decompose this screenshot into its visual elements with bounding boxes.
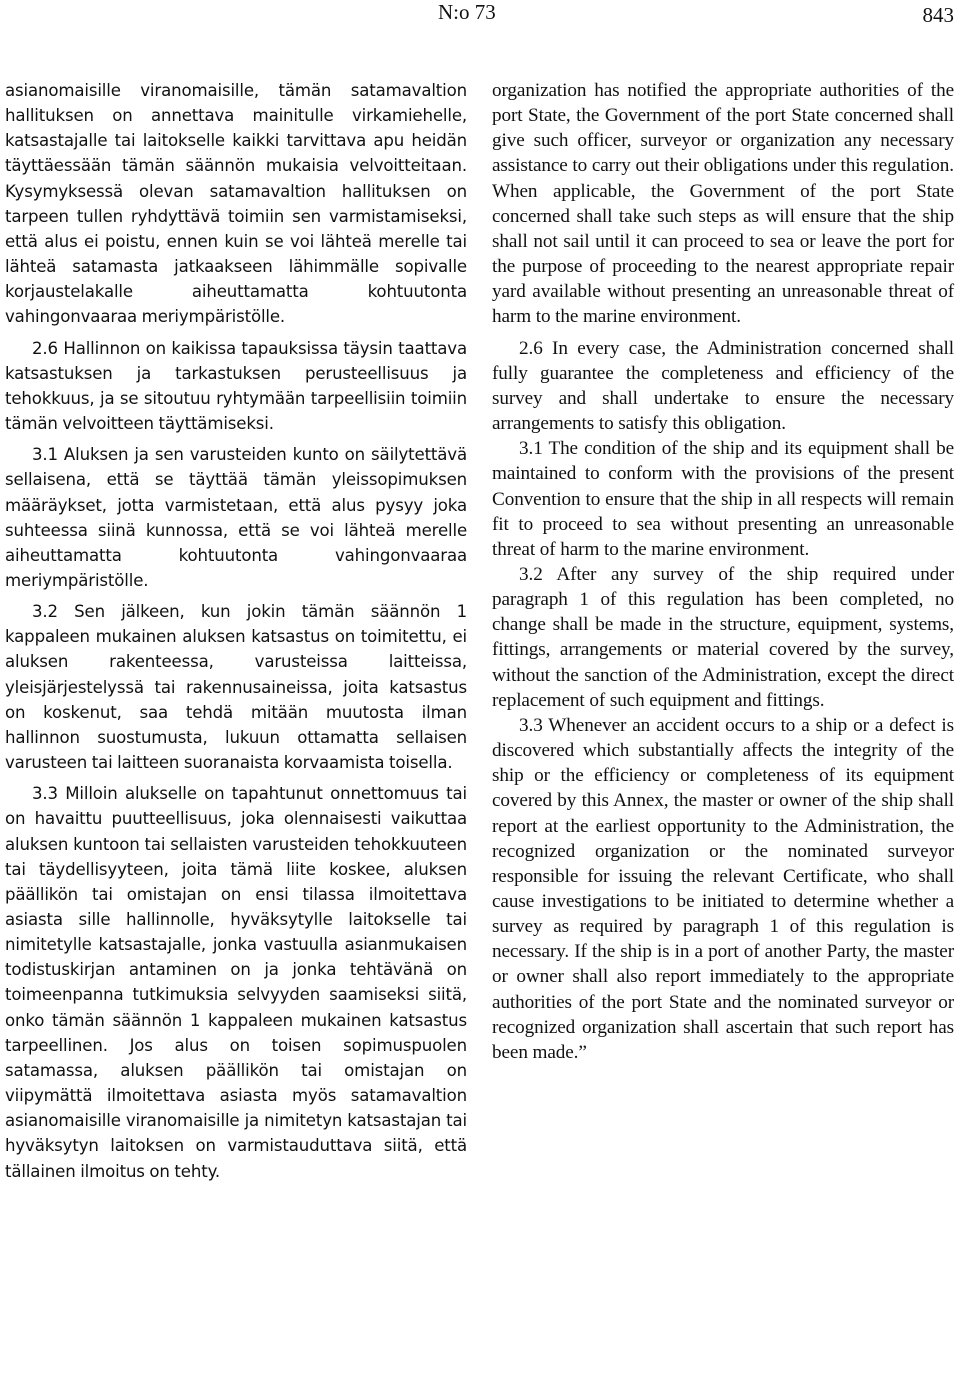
issue-number: N:o 73 (438, 0, 496, 24)
english-paragraph-continued: organization has notified the appropriate authorities of the port State, the Government of the port State concerned shall give such officer, surveyor or organization any necessary assistance to carry out their obligations under this regulation. When applicable, the Government of the port State concerned shall take such steps as will ensure that the ship shall not sail until it can proceed to sea or leave the port for the purpose of proceeding to the nearest appropriate repair yard available without presenting an unreasonable threat of harm to the marine environment. (492, 80, 954, 328)
english-column (492, 78, 954, 1065)
finnish-paragraph-continued: asianomaisille viranomaisille, tämän satamavaltion hallituksen on annettava mainitulle virkamiehelle, katsastajalle tai laitokselle kaikki tarvittava apu heidän täyttäessään tämän säännön mukaisia velvoitteitaan. Kysymyksessä olevan satamavaltion hallituksen on tarpeen tullen ryhdyttävä toimiin sen varmistamiseksi, että alus ei poistu, ennen kuin se voi lähteä merelle tai lähteä satamasta jatkaakseen lähimmälle sopivalle korjaustelakalle aiheuttamatta kohtuutonta vahingonvaaraa meriympäristölle. (5, 81, 467, 327)
finnish-column (5, 78, 467, 1190)
english-paragraph-3-1: 3.1 The condition of the ship and its equipment shall be maintained to conform with the provisions of the present Convention to ensure that the ship in all respects will remain fit to proceed to sea without presenting an unreasonable threat of harm to the marine environment. (492, 438, 954, 560)
finnish-paragraph-3-1: 3.1 Aluksen ja sen varusteiden kunto on säilytettävä sellaisena, että se täyttää tämän yleissopimuksen määräykset, jotta varmistetaan, että alus pysyy joka suhteessa siinä kunnossa, että se voi lähteä merelle aiheuttamatta kohtuutonta vahingonvaaraa meriympäristölle. (5, 445, 467, 590)
english-paragraph-2-6: 2.6 In every case, the Administration concerned shall fully guarantee the completeness and efficiency of the survey and shall undertake to ensure the necessary arrangements to satisfy this obligation. (492, 337, 954, 435)
finnish-paragraph-3-2: 3.2 Sen jälkeen, kun jokin tämän säännön 1 kappaleen mukainen aluksen katsastus on toimitettu, ei aluksen rakenteessa, varusteissa laitteissa, yleisjärjestelyssä tai rakennusaineissa, joita katsastus on koskenut, saa tehdä mitään muutosta ilman hallinnon suostumusta, lukuun ottamatta sellaisen varusteen tai laitteen suoranaista korvaamista toisella. (5, 602, 467, 773)
english-paragraph-3-3: 3.3 Whenever an accident occurs to a ship or a defect is discovered which substantially affects the integrity of the ship or the efficiency or completeness of its equipment covered by this Annex, the master or owner of the ship shall report at the earliest opportunity to the Administration, the recognized organization or the nominated surveyor responsible for issuing the relevant Certificate, who shall cause investigations to be initiated to determine whether a survey as required by paragraph 1 of this regulation is necessary. If the ship is in a port of another Party, the master or owner shall also report immediately to the appropriate authorities of the port State and the nominated surveyor or recognized organization shall ascertain that such report has been made.” (492, 714, 954, 1063)
page-header (0, 0, 960, 40)
finnish-paragraph-3-3: 3.3 Milloin alukselle on tapahtunut onnettomuus tai on havaittu puutteellisuus, joka olennaisesti vaikuttaa aluksen kuntoon tai sellaisten varusteiden tehokkuuteen tai täydellisyyteen, joita tämä liite koskee, aluksen päällikön tai omistajan on ensi tilassa ilmoitettava asiasta sille hallinnolle, hyväksytylle laitokselle tai nimitetylle katsastajalle, jonka vastuulla asianmukaisen todistuskirjan antaminen on ja jonka tehtävänä on toimeenpanna tutkimuksia selvyyden saamiseksi siitä, onko tämän säännön 1 kappaleen mukainen katsastus tarpeellinen. Jos alus on toisen sopimuspuolen satamassa, aluksen päällikön tai omistajan on viipymättä ilmoitettava asiasta myös satamavaltion asianomaisille viranomaisille ja nimitetyn katsastajan tai hyväksytyn laitoksen on varmistauduttava siitä, että tällainen ilmoitus on tehty. (5, 784, 467, 1181)
finnish-paragraph-2-6: 2.6 Hallinnon on kaikissa tapauksissa täysin taattava katsastuksen ja tarkastuksen perusteellisuus ja tehokkuus, ja se sitoutuu ryhtymään tarpeellisiin toimiin tämän velvoitteen täyttämiseksi. (5, 338, 467, 434)
english-paragraph-3-2: 3.2 After any survey of the ship required under paragraph 1 of this regulation has been completed, no change shall be made in the structure, equipment, systems, fittings, arrangements or material covered by the survey, without the sanction of the Administration, except the direct replacement of such equipment and fittings. (492, 563, 954, 711)
page-number: 843 (922, 3, 954, 27)
